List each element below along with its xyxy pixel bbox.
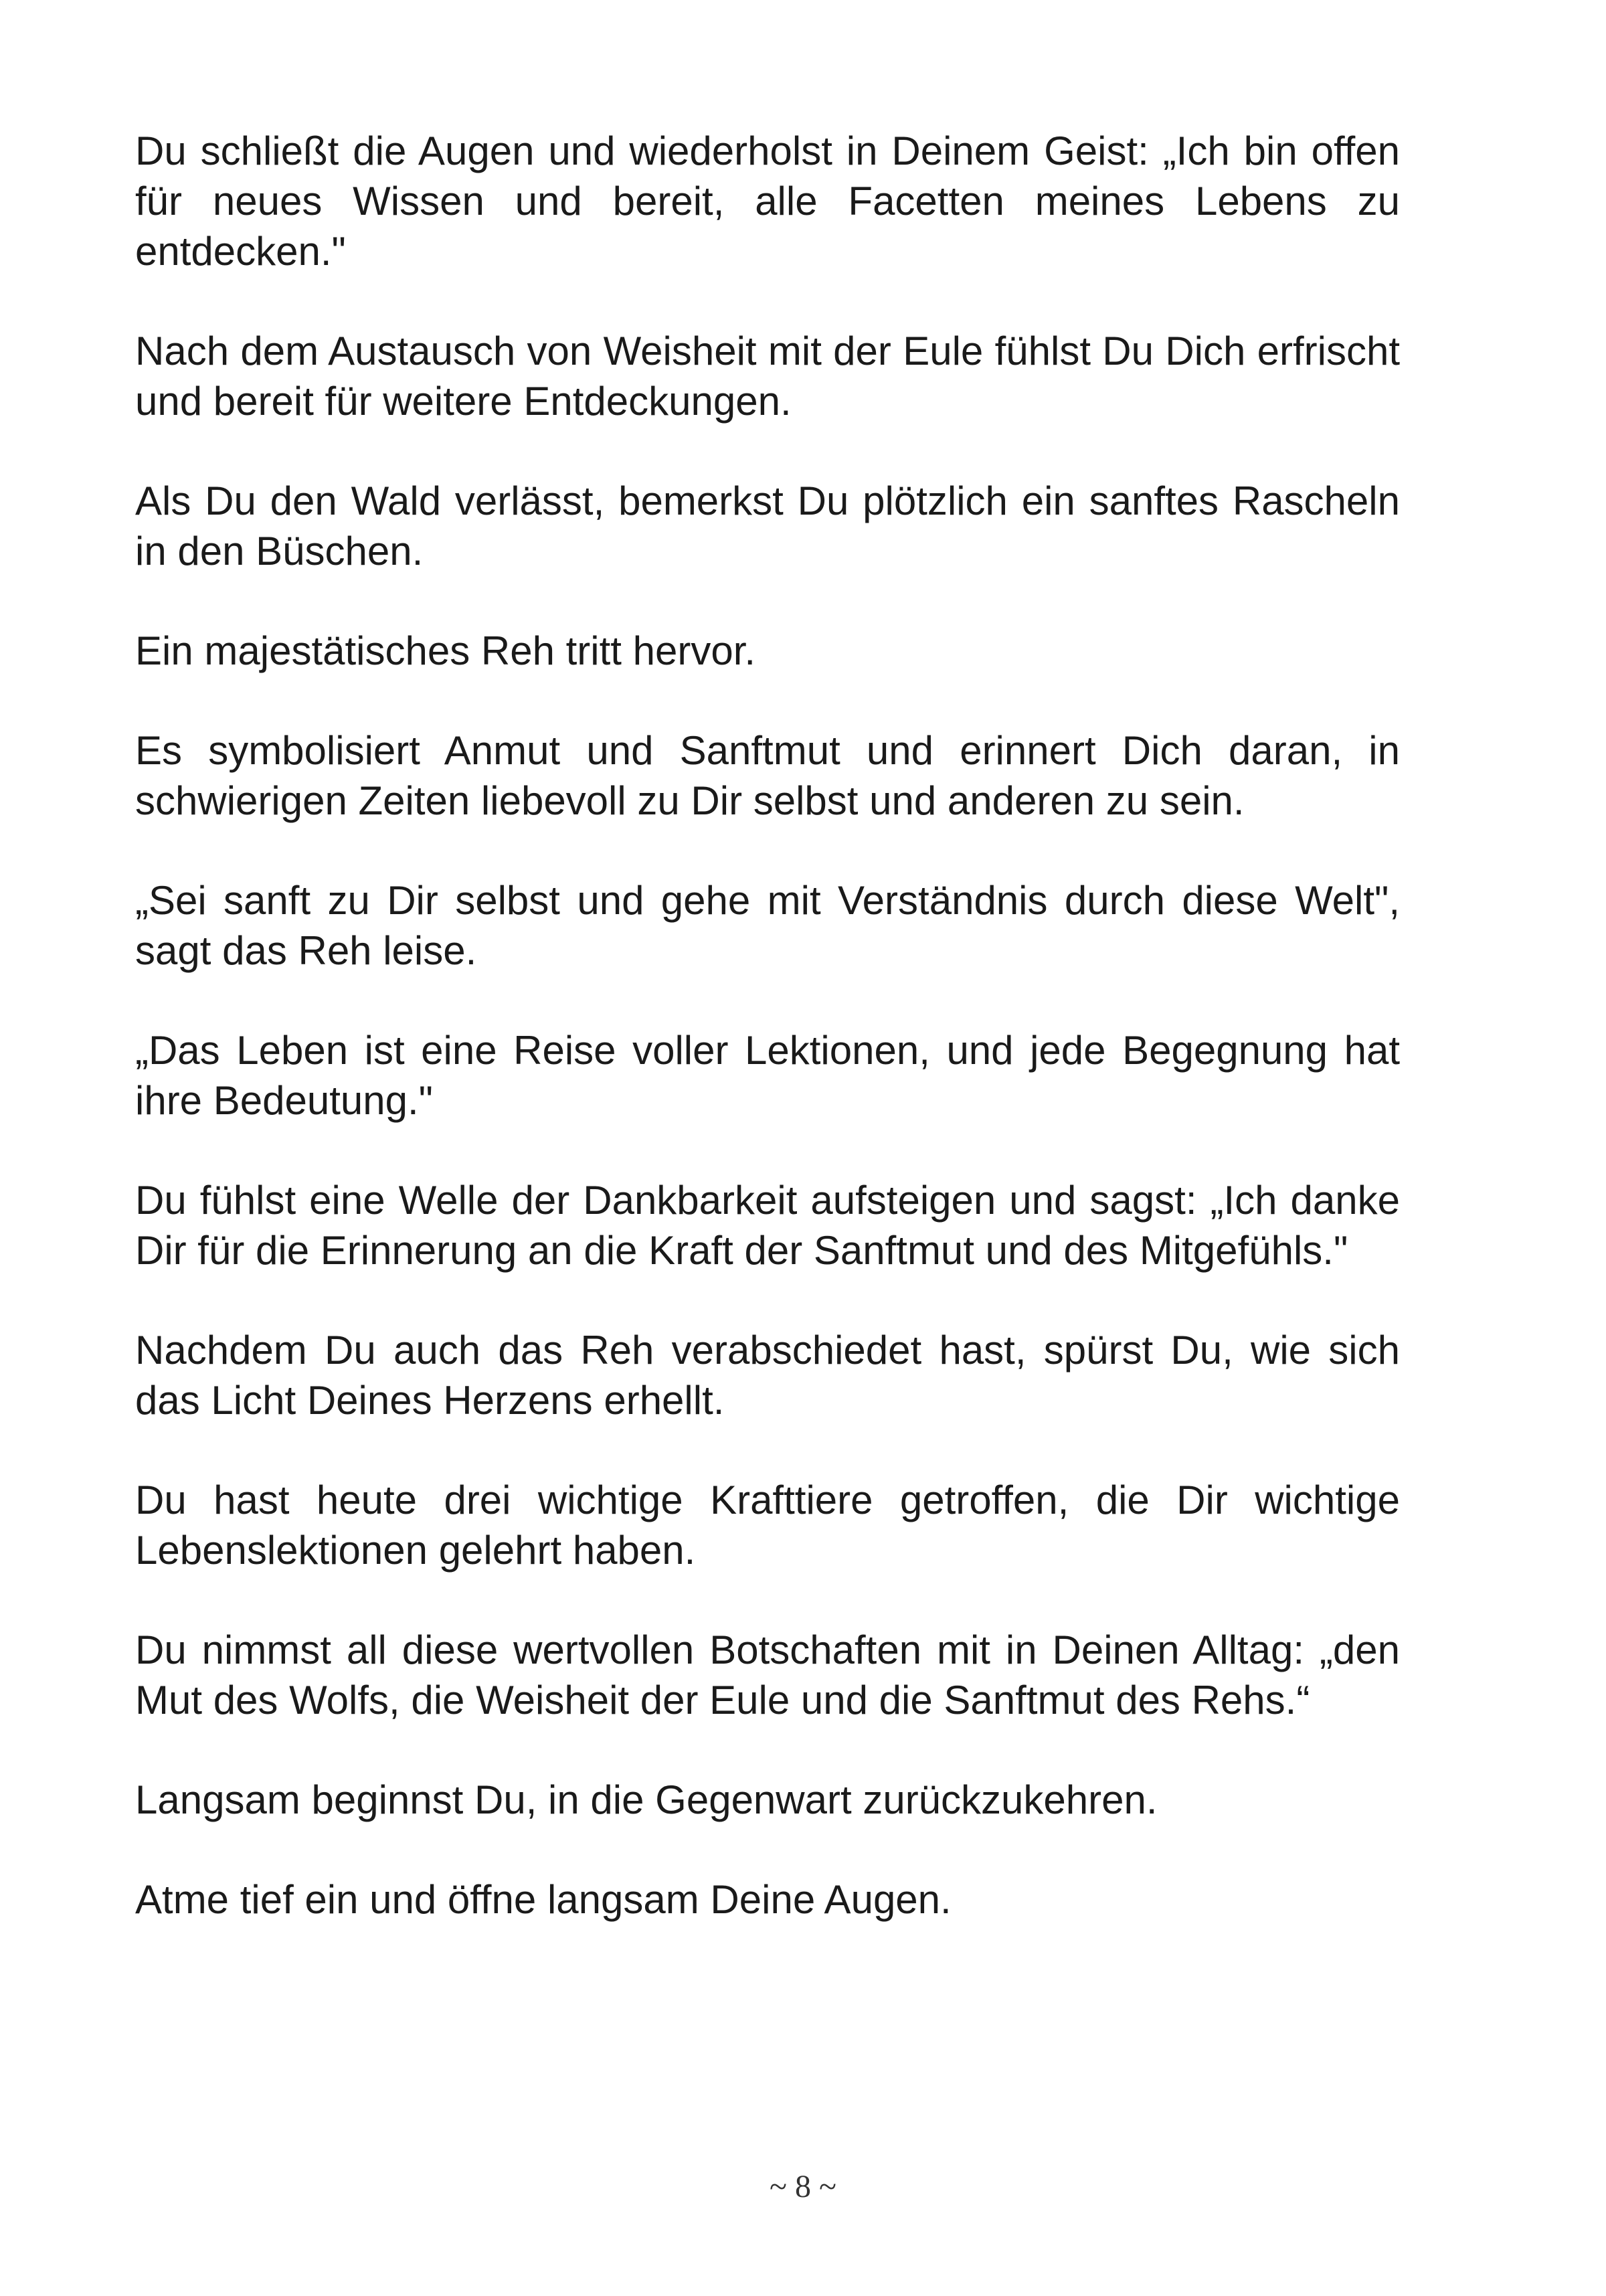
paragraph: Du hast heute drei wichtige Krafttiere getroffen, die Dir wichtige Lebenslektionen gelehrt haben. bbox=[135, 1478, 1400, 1573]
paragraph: Nachdem Du auch das Reh verabschiedet hast, spürst Du, wie sich das Licht Deines Herzens erhellt. bbox=[135, 1328, 1400, 1423]
page-number: ~ 8 ~ bbox=[770, 2169, 836, 2204]
paragraph: „Das Leben ist eine Reise voller Lektionen, und jede Begegnung hat ihre Bedeutung." bbox=[135, 1028, 1400, 1123]
paragraph: Als Du den Wald verlässt, bemerkst Du plötzlich ein sanftes Rascheln in den Büschen. bbox=[135, 478, 1400, 573]
paragraph: Nach dem Austausch von Weisheit mit der Eule fühlst Du Dich erfrischt und bereit für weitere Entdeckungen. bbox=[135, 329, 1400, 424]
body-text bbox=[135, 126, 1400, 1974]
paragraph: „Sei sanft zu Dir selbst und gehe mit Verständnis durch diese Welt", sagt das Reh leise. bbox=[135, 878, 1400, 973]
paragraph: Du nimmst all diese wertvollen Botschaften mit in Deinen Alltag: „den Mut des Wolfs, die Weisheit der Eule und die Sanftmut des Rehs.“ bbox=[135, 1627, 1400, 1723]
paragraph: Ein majestätisches Reh tritt hervor. bbox=[135, 628, 756, 673]
paragraph: Du schließt die Augen und wiederholst in Deinem Geist: „Ich bin offen für neues Wissen und bereit, alle Facetten meines Lebens zu entdecken." bbox=[135, 128, 1400, 274]
paragraph: Es symbolisiert Anmut und Sanftmut und erinnert Dich daran, in schwierigen Zeiten liebevoll zu Dir selbst und anderen zu sein. bbox=[135, 728, 1400, 823]
paragraph: Langsam beginnst Du, in die Gegenwart zurückzukehren. bbox=[135, 1777, 1158, 1822]
paragraph: Du fühlst eine Welle der Dankbarkeit aufsteigen und sagst: „Ich danke Dir für die Erinnerung an die Kraft der Sanftmut und des Mitgefühls." bbox=[135, 1178, 1400, 1273]
paragraph: Atme tief ein und öffne langsam Deine Augen. bbox=[135, 1877, 952, 1922]
